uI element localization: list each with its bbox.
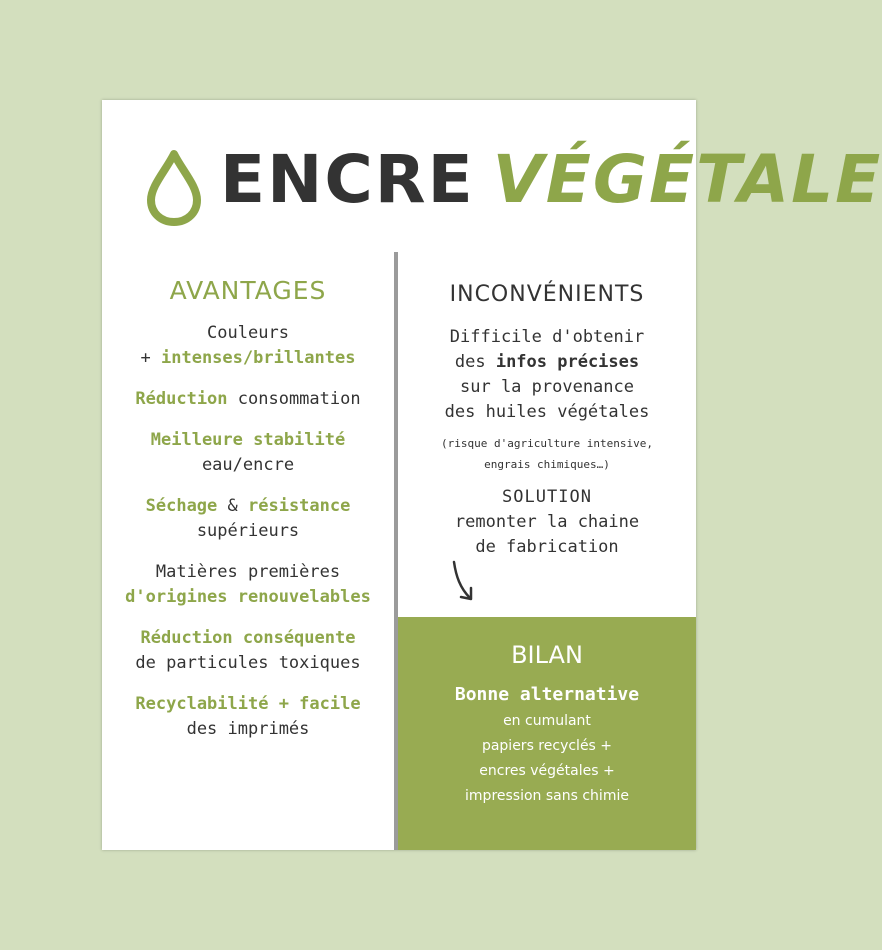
drop-icon bbox=[146, 150, 202, 226]
disadvantage-emphasis: infos précises bbox=[495, 352, 640, 372]
advantage-text: Couleurs bbox=[207, 323, 289, 343]
bilan-line: impression sans chimie bbox=[465, 788, 629, 804]
disadvantage-line: sur la provenance bbox=[460, 377, 634, 397]
disadvantage-line: Difficile d'obtenir bbox=[449, 327, 645, 347]
advantage-text: Matières premières bbox=[155, 562, 341, 582]
advantage-highlight: Réduction bbox=[135, 389, 228, 409]
advantage-highlight: résistance bbox=[248, 496, 351, 516]
advantage-text: des imprimés bbox=[186, 719, 310, 739]
advantage-line bbox=[102, 560, 394, 585]
title-word-encre: ENCRE bbox=[220, 141, 475, 218]
disadvantage-line bbox=[398, 350, 696, 375]
advantage-item bbox=[102, 428, 394, 478]
header bbox=[102, 100, 882, 250]
advantage-item bbox=[102, 494, 394, 544]
advantage-item bbox=[102, 321, 394, 371]
advantage-line bbox=[102, 626, 394, 651]
bilan-title: BILAN bbox=[511, 641, 583, 669]
advantage-line bbox=[102, 692, 394, 717]
advantage-line bbox=[102, 519, 394, 544]
solution-line: remonter la chaine bbox=[454, 512, 640, 532]
disadvantage-text: des bbox=[454, 352, 496, 372]
advantage-text: de particules toxiques bbox=[135, 653, 361, 673]
advantage-line bbox=[102, 717, 394, 742]
advantage-text: + bbox=[140, 348, 161, 368]
infographic-card bbox=[102, 100, 882, 850]
advantage-text: supérieurs bbox=[196, 521, 300, 541]
advantage-line bbox=[102, 346, 394, 371]
page-title bbox=[220, 140, 882, 220]
advantage-text: eau/encre bbox=[201, 455, 295, 475]
advantages-column bbox=[102, 250, 394, 758]
bilan-panel bbox=[398, 617, 696, 850]
advantage-line bbox=[102, 387, 394, 412]
solution-block bbox=[398, 485, 696, 560]
advantage-highlight: intenses/brillantes bbox=[161, 348, 356, 368]
advantage-highlight: d'origines renouvelables bbox=[125, 587, 371, 607]
advantage-highlight: Meilleure stabilité bbox=[150, 430, 346, 450]
advantages-list bbox=[102, 321, 394, 742]
advantage-line bbox=[102, 585, 394, 610]
advantage-highlight: Réduction conséquente bbox=[140, 628, 356, 648]
note-line: engrais chimiques…) bbox=[484, 458, 610, 471]
advantage-highlight: Recyclabilité + facile bbox=[135, 694, 361, 714]
advantage-line bbox=[102, 453, 394, 478]
title-word-vegetale: VÉGÉTALE bbox=[492, 141, 882, 218]
advantage-line bbox=[102, 428, 394, 453]
advantage-highlight: Séchage bbox=[145, 496, 218, 516]
bilan-line: papiers recyclés + bbox=[481, 738, 613, 754]
advantage-text: consommation bbox=[227, 389, 361, 409]
bilan-headline: Bonne alternative bbox=[454, 684, 640, 705]
advantage-item bbox=[102, 387, 394, 412]
disadvantages-title: INCONVÉNIENTS bbox=[449, 282, 645, 307]
advantage-line bbox=[102, 321, 394, 346]
solution-line: de fabrication bbox=[475, 537, 619, 557]
curved-arrow-icon bbox=[448, 560, 478, 604]
advantage-text: & bbox=[217, 496, 248, 516]
advantage-item bbox=[102, 560, 394, 610]
disadvantage-note bbox=[398, 433, 696, 475]
advantage-item bbox=[102, 692, 394, 742]
advantage-item bbox=[102, 626, 394, 676]
bilan-line: en cumulant bbox=[503, 713, 591, 729]
advantages-title: AVANTAGES bbox=[169, 276, 327, 305]
disadvantages-column bbox=[398, 250, 696, 560]
advantage-line bbox=[102, 651, 394, 676]
disadvantage-line: des huiles végétales bbox=[444, 402, 650, 422]
bilan-line: encres végétales + bbox=[479, 763, 615, 779]
note-line: (risque d'agriculture intensive, bbox=[441, 437, 653, 450]
solution-title: SOLUTION bbox=[502, 487, 592, 507]
advantage-line bbox=[102, 494, 394, 519]
